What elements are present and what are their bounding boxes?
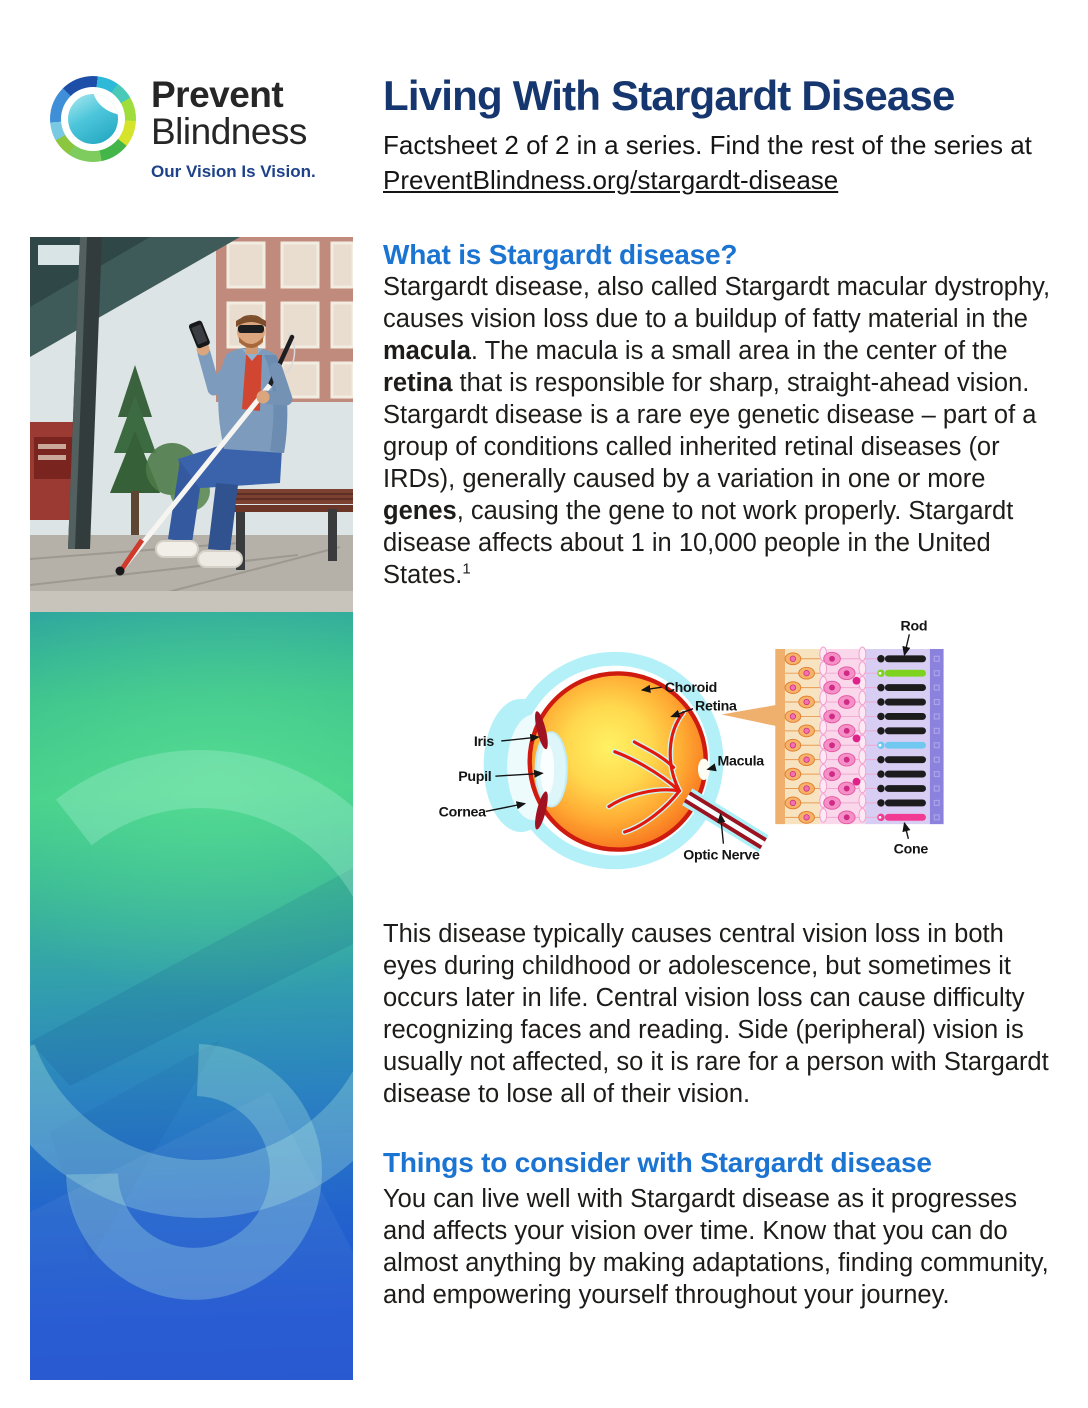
label-choroid: Choroid [664,680,717,697]
eye-anatomy-diagram [423,603,971,902]
section-heading-what-is: What is Stargardt disease? [383,239,738,270]
brand-swoosh-graphic [30,612,353,1380]
brand-gradient-panel [30,612,353,1380]
header [383,72,1059,198]
logo-eye-icon [50,76,136,162]
main-content [383,238,1059,1311]
left-column [30,237,353,1380]
logo-tagline: Our Vision Is Vision. [151,162,316,181]
label-cone: Cone [893,841,928,858]
page-title: Living With Stargardt Disease [383,72,955,119]
label-cornea: Cornea [438,804,486,821]
section-heading-things-to-consider: Things to consider with Stargardt disease [383,1146,932,1178]
label-iris: Iris [473,733,495,750]
label-macula: Macula [717,753,764,770]
paragraph-what-is: Stargardt disease, also called Stargardt macular dystrophy, causes vision loss due to a buildup of fatty material in the macula. The macula is a small area in the center of the retina that is responsible for sharp, straight-ahead vision. Stargardt disease is a rare eye genetic disease – part of a group of conditions called inherited retinal diseases (or IRDs), generally caused by a variation in one or more genes, causing the gene to not work properly. Stargardt disease affects about 1 in 10,000 people in the United States.$^1$ [383,273,1051,589]
page-subtitle: Factsheet 2 of 2 in a series. Find the rest of the series at PreventBlindness.org/stargardt-disease [383,130,1032,195]
paragraph-things-to-consider: You can live well with Stargardt disease as it progresses and affects your vision over time. Know that you can do almost anything by making adaptations, finding community, and empowering yourself throughout your journey. [383,1184,1049,1309]
label-pupil: Pupil [458,769,492,786]
retina-cells-panel [775,647,943,824]
footnote-reference: 1 [462,560,471,578]
label-optic-nerve: Optic Nerve [683,847,760,864]
label-rod: Rod [900,618,928,635]
paragraph-central-vision: This disease typically causes central vision loss in both eyes during childhood or adolescence, but sometimes it occurs later in life. Central vision loss can cause difficulty recognizing faces and reading. Side (peripheral) vision is usually not affected, so it is rare for a person with Stargardt disease to lose all of their vision. [383,919,1049,1108]
series-link[interactable]: PreventBlindness.org/stargardt-disease [383,165,839,195]
photo-man-with-white-cane [30,237,353,612]
logo-word-prevent: Prevent [151,74,284,115]
logo-word-blindness: Blindness [151,111,307,152]
label-retina: Retina [695,698,737,715]
prevent-blindness-logo [50,76,316,182]
